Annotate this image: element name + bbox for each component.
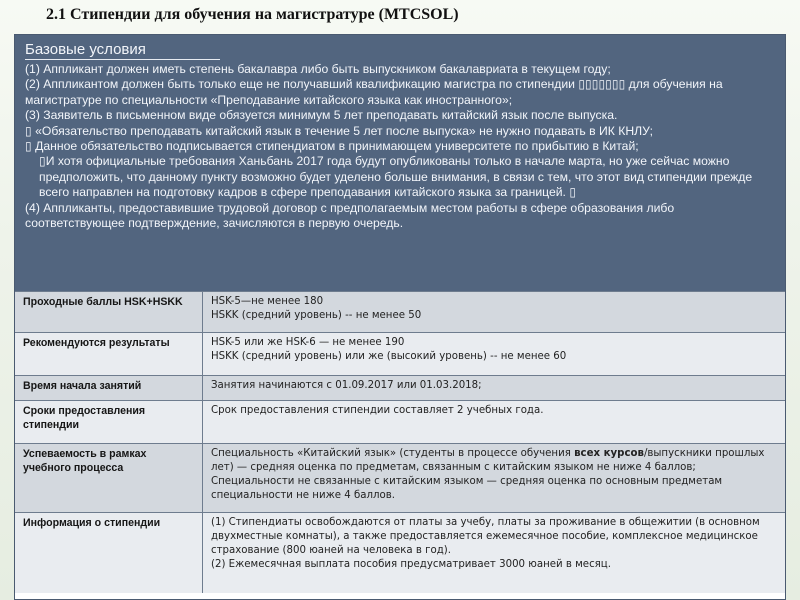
condition-3-note-3: ▯И хотя официальные требования Ханьбань 2017 года будут опубликованы только в начале марта, но уже сейчас можно предположить, что данному пункту возможно будет уделено больше внимания, в связи с тем, что этот вид стипендии прежде всего направлен на подготовку кадров в сфере преподавания китайского языка за границей. ▯ bbox=[39, 154, 753, 200]
row-label-performance: Успеваемость в рамках учебного процесса bbox=[15, 444, 203, 512]
value-text: Специальность «Китайский язык» (студенты в процессе обучения bbox=[211, 448, 575, 459]
row-label-recommended: Рекомендуются результаты bbox=[15, 333, 203, 375]
condition-1: (1) Аппликант должен иметь степень бакалавра либо быть выпускником бакалавриата в текущем году; bbox=[25, 62, 611, 76]
value-emphasis: всех курсов bbox=[574, 448, 644, 459]
condition-4: (4) Аппликанты, предоставившие трудовой договор с предполагаемым местом работы в сфере образования либо соответствующее подтверждение, зачисляются в первую очередь. bbox=[25, 200, 675, 231]
value-line: (2) Ежемесячная выплата пособия предусматривает 3000 юаней в месяц. bbox=[211, 559, 611, 570]
scholarship-table bbox=[14, 34, 786, 600]
condition-2: (2) Аппликантом должен быть только еще не получавший квалификацию магистра по стипендии ▯▯▯▯▯▯▯ для обучения на магистратуре по специальности «Преподавание китайского языка как иностранного»; bbox=[25, 77, 723, 107]
value-line bbox=[211, 447, 777, 475]
row-value-performance bbox=[203, 444, 785, 512]
value-line: Занятия начинаются с 01.09.2017 или 01.03.2018; bbox=[211, 380, 482, 391]
row-value-passing-scores bbox=[203, 292, 785, 332]
value-line: Срок предоставления стипендии составляет 2 учебных года. bbox=[211, 405, 544, 416]
row-value-duration bbox=[203, 401, 785, 443]
row-label-duration: Сроки предоставления стипендии bbox=[15, 401, 203, 443]
value-line: HSK-5 или же HSK-6 — не менее 190 bbox=[211, 337, 405, 348]
condition-3: (3) Заявитель в письменном виде обязуется минимум 5 лет преподавать китайский язык после выпуска. bbox=[25, 108, 618, 123]
condition-3-note-1: ▯ «Обязательство преподавать китайский язык в течение 5 лет после выпуска» не нужно подавать в ИК КНЛУ; bbox=[25, 123, 654, 138]
table-row bbox=[15, 512, 785, 593]
value-text: /выпускники прошлых лет) — средняя оценка по предметам, связанным с китайским языком не ниже 4 баллов; bbox=[211, 448, 765, 473]
table-row bbox=[15, 375, 785, 400]
row-value-recommended bbox=[203, 333, 785, 375]
row-label-info: Информация о стипендии bbox=[15, 513, 203, 593]
value-line: HSKK (средний уровень) -- не менее 50 bbox=[211, 310, 422, 321]
row-value-info bbox=[203, 513, 785, 593]
row-value-start-date bbox=[203, 376, 785, 400]
row-label-start-date: Время начала занятий bbox=[15, 376, 203, 400]
table-row bbox=[15, 443, 785, 512]
table-row bbox=[15, 400, 785, 443]
value-line: HSKK (средний уровень) или же (высокий уровень) -- не менее 60 bbox=[211, 351, 567, 362]
slide-title: 2.1 Стипендии для обучения на магистратуре (MTCSOL) bbox=[46, 6, 459, 23]
table-row bbox=[15, 332, 785, 375]
condition-3-note-2: ▯ Данное обязательство подписывается стипендиатом в принимающем университете по прибытию в Китай; bbox=[25, 139, 639, 154]
value-line: Специальности не связанные с китайским языком — средняя оценка по основным предметам специальности не ниже 4 баллов. bbox=[211, 476, 723, 501]
basic-conditions-cell bbox=[15, 35, 785, 291]
basic-conditions-heading: Базовые условия bbox=[25, 41, 220, 60]
value-line: (1) Стипендиаты освобождаются от платы за учебу, платы за проживание в общежитии (в основном двухместные комнаты), а также предоставляется ежемесячное пособие, комплексное медицинское страхование (800 юаней на человека в год). bbox=[211, 517, 760, 556]
value-line: HSK-5—не менее 180 bbox=[211, 296, 324, 307]
row-label-passing-scores: Проходные баллы HSK+HSKK bbox=[15, 292, 203, 332]
table-row bbox=[15, 291, 785, 332]
